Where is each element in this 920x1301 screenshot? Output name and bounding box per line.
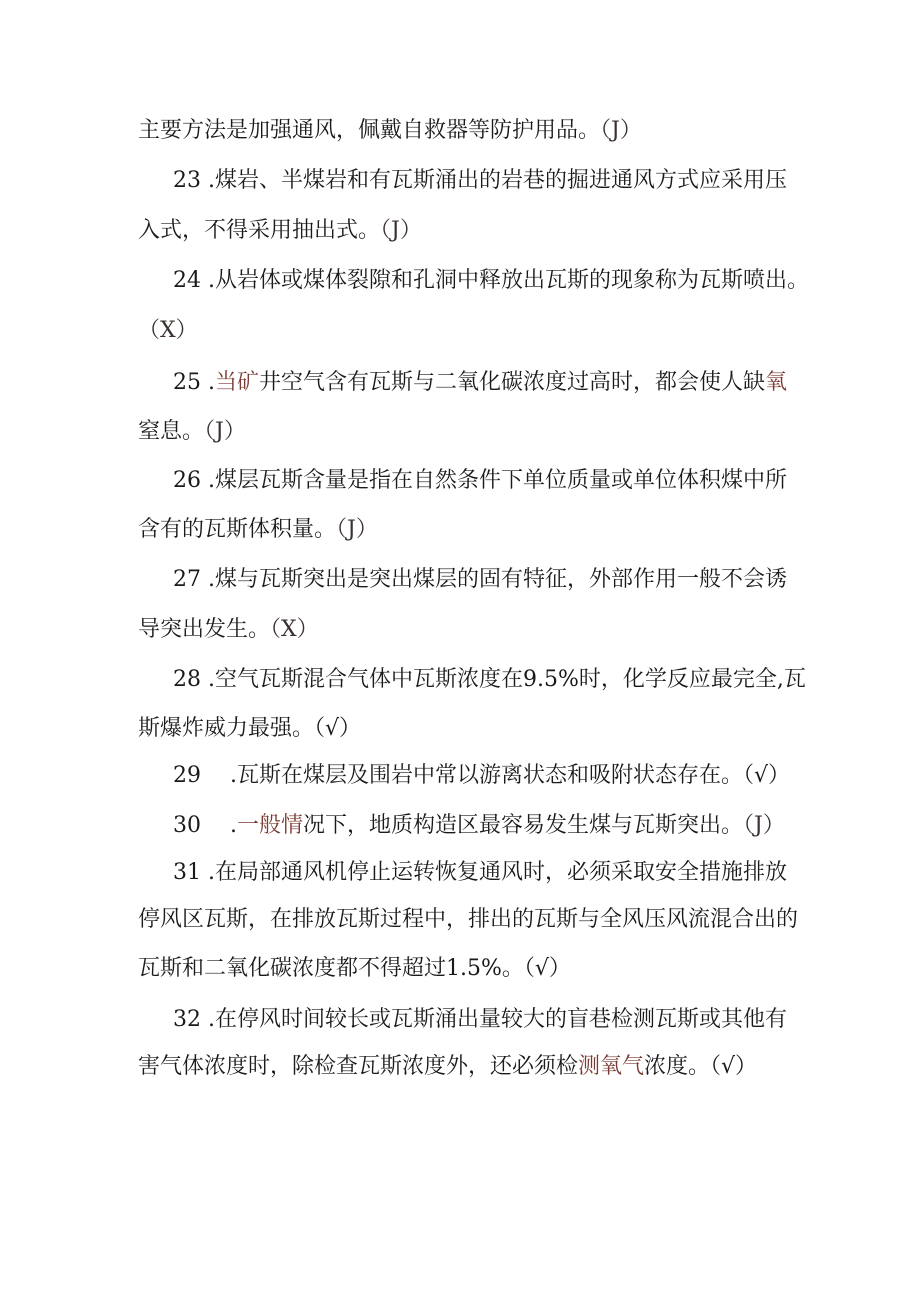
text-line xyxy=(173,858,787,888)
text-segment: 29 .瓦斯在煤层及围岩中常以游离状态和吸附状态存在。（√） xyxy=(173,763,791,788)
text-line xyxy=(138,615,319,645)
text-segment: 一般情 xyxy=(236,813,303,838)
text-segment: 28 .空气瓦斯混合气体中瓦斯浓度在9.5%时，化学反应最完全,瓦 xyxy=(173,667,806,692)
text-segment: 浓度。（√） xyxy=(644,1054,758,1079)
text-segment: 井空气含有瓦斯与二氧化碳浓度过高时，都会使人缺 xyxy=(259,370,766,395)
text-segment: 瓦斯和二氧化碳浓度都不得超过1.5%。（√） xyxy=(138,956,571,981)
text-segment: 24 .从岩体或煤体裂隙和孔洞中释放出瓦斯的现象称为瓦斯喷出。 xyxy=(173,268,809,293)
text-segment: 主要方法是加强通风，佩戴自救器等防护用品。 xyxy=(138,118,601,143)
text-segment: 斯爆炸威力最强。（√） xyxy=(138,716,362,741)
text-segment: 况下，地质构造区最容易发生煤与瓦斯突出。 xyxy=(303,813,744,838)
answer-mark: （X） xyxy=(138,318,198,343)
text-segment: 停风区瓦斯，在排放瓦斯过程中，排出的瓦斯与全风压风流混合出的 xyxy=(138,907,799,932)
text-line xyxy=(173,565,787,595)
answer-mark: （J） xyxy=(336,517,378,542)
text-segment: 23 .煤岩、半煤岩和有瓦斯涌出的岩巷的掘进通风方式应采用压 xyxy=(173,168,787,193)
text-line xyxy=(138,1052,757,1082)
text-line xyxy=(173,761,791,791)
text-line xyxy=(173,1005,787,1035)
text-segment: 32 .在停风时间较长或瓦斯涌出量较大的盲巷检测瓦斯或其他有 xyxy=(173,1007,787,1032)
text-line xyxy=(173,368,788,398)
text-segment: 含有的瓦斯体积量。 xyxy=(138,517,337,542)
text-segment: 入式，不得采用抽出式。 xyxy=(138,218,381,243)
text-line xyxy=(173,166,787,196)
text-line xyxy=(138,216,422,246)
text-segment: 氧 xyxy=(765,370,788,395)
text-line xyxy=(138,714,361,744)
text-line xyxy=(138,116,642,146)
text-line xyxy=(173,466,787,496)
text-segment: 窒息。 xyxy=(138,419,205,444)
text-line xyxy=(173,665,806,695)
text-segment: 测氧气 xyxy=(578,1054,645,1079)
text-line xyxy=(138,905,799,935)
text-segment: 27 .煤与瓦斯突出是突出煤层的固有特征，外部作用一般不会诱 xyxy=(173,567,787,592)
text-segment: 30 . xyxy=(173,813,237,838)
answer-mark: （J） xyxy=(380,218,422,243)
text-line xyxy=(138,417,246,447)
answer-mark: （J） xyxy=(204,419,246,444)
text-line xyxy=(138,316,198,346)
text-line xyxy=(173,266,809,296)
answer-mark: （J） xyxy=(600,118,642,143)
text-segment: 25 . xyxy=(173,370,215,395)
text-line xyxy=(138,515,378,545)
text-line xyxy=(173,811,783,841)
text-segment: 26 .煤层瓦斯含量是指在自然条件下单位质量或单位体积煤中所 xyxy=(173,468,787,493)
answer-mark: （J） xyxy=(743,813,785,838)
text-segment: 导突出发生。 xyxy=(138,617,271,642)
answer-mark: （X） xyxy=(270,617,319,642)
text-segment: 当矿 xyxy=(214,370,259,395)
text-line xyxy=(138,954,571,984)
text-segment: 害气体浓度时，除检查瓦斯浓度外，还必须检 xyxy=(138,1054,579,1079)
text-segment: 31 .在局部通风机停止运转恢复通风时，必须采取安全措施排放 xyxy=(173,860,787,885)
